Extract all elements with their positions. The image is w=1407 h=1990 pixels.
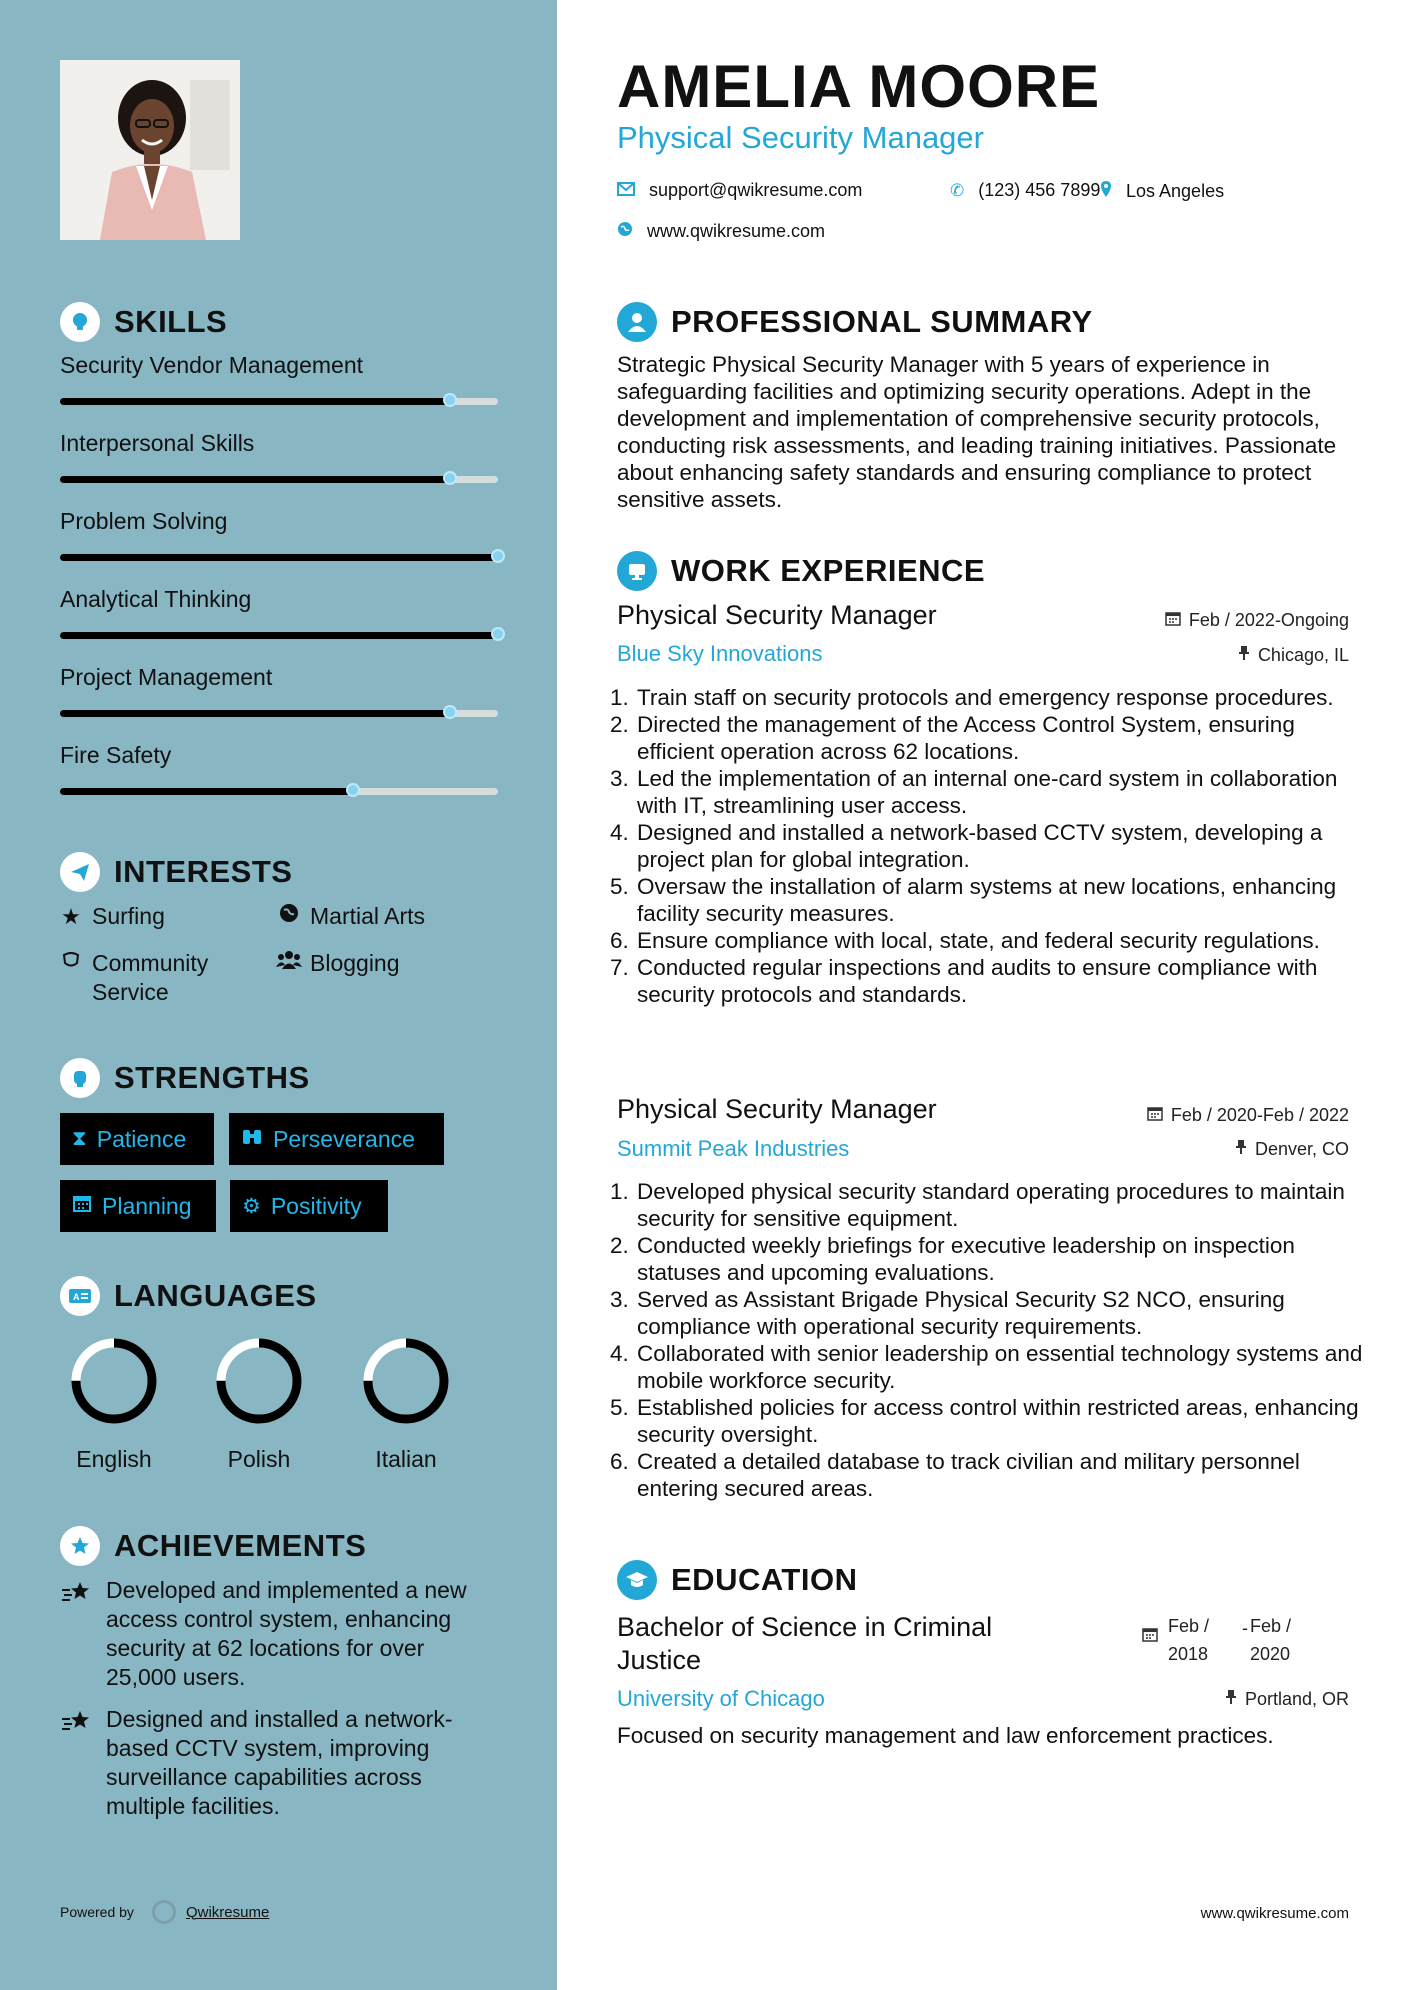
skill-bar-knob	[346, 783, 360, 797]
language-ring	[68, 1335, 160, 1432]
sidebar	[0, 0, 557, 1990]
language-ring-chart	[213, 1335, 305, 1427]
gear-icon: ⚙	[242, 1194, 261, 1218]
language-ring	[213, 1335, 305, 1432]
achievement-text: Developed and implemented a new access control system, enhancing security at 62 locations for over 25,000 users.	[106, 1577, 467, 1690]
job-bullet: 7. Conducted regular inspections and audits to ensure compliance with security protocols and standards.	[635, 954, 1370, 1008]
interest-item	[58, 949, 258, 1007]
skill-bar-fill	[60, 788, 353, 795]
contact-email[interactable]	[617, 180, 862, 201]
job-bullet: 1. Developed physical security standard operating procedures to maintain security for sensitive equipment.	[635, 1178, 1370, 1232]
phone-text: (123) 456 7899	[978, 180, 1101, 200]
experience-heading	[617, 551, 985, 591]
email-text: support@qwikresume.com	[649, 180, 863, 200]
dates-text: Feb / 2020-Feb / 2022	[1170, 1105, 1349, 1125]
interest-label: Martial Arts	[310, 903, 426, 929]
language-card-icon	[60, 1276, 100, 1316]
job-bullet: 3. Served as Assistant Brigade Physical Security S2 NCO, ensuring compliance with operational security requirements.	[635, 1286, 1370, 1340]
brand-link[interactable]: Qwikresume	[185, 1903, 270, 1921]
job-bullet: 2. Directed the management of the Access Control System, ensuring efficient operation across 62 locations.	[635, 711, 1370, 765]
fist-icon	[60, 1058, 100, 1098]
skills-heading	[60, 302, 227, 342]
achievement-item	[60, 1705, 500, 1821]
hourglass-icon: ⧗	[72, 1127, 87, 1150]
strength-label: Positivity	[270, 1192, 362, 1219]
skill-label: Interpersonal Skills	[60, 430, 255, 456]
language-ring-chart	[68, 1335, 160, 1427]
candidate-role: Physical Security Manager	[617, 120, 984, 155]
location-text: Portland, OR	[1244, 1689, 1349, 1709]
qwikresume-logo-icon	[152, 1900, 176, 1924]
company-name: Summit Peak Industries	[617, 1136, 850, 1161]
candidate-name: AMELIA MOORE	[617, 53, 1101, 120]
strength-tag	[60, 1113, 214, 1165]
job-dates	[1147, 1105, 1349, 1126]
language-label: Italian	[375, 1446, 437, 1472]
location-text: Los Angeles	[1126, 181, 1225, 201]
skill-label: Fire Safety	[60, 742, 172, 768]
powered-by	[60, 1900, 269, 1924]
briefcase-icon	[617, 551, 657, 591]
job-bullet: 3. Led the implementation of an internal one-card system in collaboration with IT, streamlining user access.	[635, 765, 1370, 819]
language-ring-inner	[227, 1349, 291, 1413]
shooting-star-icon	[60, 1707, 94, 1740]
section-title: LANGUAGES	[114, 1278, 317, 1313]
education-dates	[1142, 1612, 1302, 1668]
website-text: www.qwikresume.com	[647, 221, 826, 241]
section-title: INTERESTS	[114, 854, 293, 889]
strengths-heading	[60, 1058, 310, 1098]
job-bullets	[617, 684, 1370, 1008]
shooting-star-icon	[60, 1578, 94, 1611]
interests-heading	[60, 852, 292, 892]
calendar-icon	[1142, 1626, 1158, 1668]
section-title: STRENGTHS	[114, 1060, 310, 1095]
globe-icon	[617, 221, 633, 242]
job-bullet: 5. Oversaw the installation of alarm systems at new locations, enhancing facility security measures.	[635, 873, 1370, 927]
skill-label: Security Vendor Management	[60, 352, 364, 378]
globe-icon	[276, 902, 302, 931]
binoculars-icon	[241, 1126, 263, 1152]
achievements-heading	[60, 1526, 366, 1566]
interest-item	[276, 949, 400, 978]
language-ring-inner	[374, 1349, 438, 1413]
interest-label: Community Service	[92, 950, 209, 1005]
languages-heading	[60, 1276, 317, 1316]
footer-website[interactable]: www.qwikresume.com	[1200, 1905, 1349, 1922]
skill-bar	[60, 632, 498, 639]
pin-icon	[1225, 1689, 1237, 1710]
job-bullet: 5. Established policies for access control within restricted areas, enhancing security oversight.	[635, 1394, 1370, 1448]
graduation-cap-icon	[617, 1560, 657, 1600]
calendar-icon	[1165, 610, 1181, 631]
strength-label: Perseverance	[273, 1125, 415, 1152]
dates-text: Feb / 2022-Ongoing	[1188, 610, 1349, 630]
calendar-icon	[1147, 1105, 1163, 1126]
skill-label: Project Management	[60, 664, 273, 690]
section-title: ACHIEVEMENTS	[114, 1528, 367, 1563]
star-badge-icon	[60, 1526, 100, 1566]
skill-bar	[60, 476, 498, 483]
start-date: Feb / 2018	[1168, 1616, 1210, 1664]
section-title: EDUCATION	[671, 1562, 858, 1597]
job-bullet: 1. Train staff on security protocols and emergency response procedures.	[635, 684, 1370, 711]
powered-by-label: Powered by	[60, 1904, 134, 1920]
strength-tag	[60, 1180, 216, 1232]
language-label: English	[76, 1446, 152, 1472]
education-description: Focused on security management and law enforcement practices.	[617, 1723, 1274, 1748]
interest-item	[58, 902, 165, 931]
section-title: SKILLS	[114, 304, 228, 339]
contact-website[interactable]	[617, 221, 825, 242]
job-dates	[1165, 610, 1349, 631]
job-bullet: 4. Collaborated with senior leadership on essential technology systems and mobile workforce security.	[635, 1340, 1370, 1394]
paper-plane-icon	[60, 852, 100, 892]
job-bullet: 2. Conducted weekly briefings for executive leadership on inspection statuses and upcoming evaluations.	[635, 1232, 1370, 1286]
job-title: Physical Security Manager	[617, 1094, 937, 1124]
company-name: Blue Sky Innovations	[617, 641, 823, 666]
strength-tag	[229, 1113, 444, 1165]
location-text: Chicago, IL	[1257, 645, 1349, 665]
skill-bar-knob	[443, 705, 457, 719]
profile-photo	[60, 60, 240, 240]
skill-bar-knob	[491, 549, 505, 563]
school-name: University of Chicago	[617, 1686, 825, 1711]
interest-label: Surfing	[92, 903, 165, 929]
skill-bar-fill	[60, 554, 498, 561]
job-bullet: 4. Designed and installed a network-based CCTV system, developing a project plan for global integration.	[635, 819, 1370, 873]
user-icon	[617, 302, 657, 342]
job-bullets	[617, 1178, 1370, 1502]
language-label: Polish	[227, 1446, 291, 1472]
pin-icon	[1235, 1139, 1247, 1160]
education-location	[1225, 1689, 1349, 1710]
skill-bar-knob	[443, 471, 457, 485]
contact-location	[1100, 180, 1224, 203]
section-title: PROFESSIONAL SUMMARY	[671, 304, 1093, 339]
skill-bar-knob	[443, 393, 457, 407]
strength-label: Patience	[96, 1125, 187, 1152]
education-heading	[617, 1560, 857, 1600]
contact-phone[interactable]	[950, 180, 1100, 201]
map-pin-icon	[1100, 180, 1112, 203]
strength-label: Planning	[102, 1192, 192, 1219]
job-bullet: 6. Created a detailed database to track civilian and military personnel entering secured areas.	[635, 1448, 1370, 1502]
skill-label: Analytical Thinking	[60, 586, 252, 612]
degree-title: Bachelor of Science in Criminal Justice	[617, 1612, 993, 1675]
job-title: Physical Security Manager	[617, 600, 937, 630]
svg-text:A: A	[73, 1292, 80, 1302]
skill-bar-fill	[60, 476, 450, 483]
summary-text: Strategic Physical Security Manager with 5 years of experience in safeguarding facilities and optimizing security operations. Adept in the development and implementation of comprehensive security protocols, conducting risk assessments, and leading training initiatives. Passionate about enhancing safety standards and ensuring compliance to protect sensitive assets.	[617, 352, 1337, 512]
skill-bar-fill	[60, 632, 498, 639]
pin-icon	[1238, 645, 1250, 666]
date-separator: -	[1242, 1618, 1248, 1638]
achievement-item	[60, 1576, 500, 1692]
job-location	[1235, 1139, 1349, 1160]
job-location	[1238, 645, 1349, 666]
skill-bar-fill	[60, 398, 450, 405]
language-ring-inner	[82, 1349, 146, 1413]
skill-bar-fill	[60, 710, 450, 717]
star-icon: ★	[61, 904, 81, 929]
phone-icon: ✆	[950, 180, 965, 200]
interest-label: Blogging	[310, 950, 400, 976]
language-ring-chart	[360, 1335, 452, 1427]
calendar-icon	[72, 1193, 92, 1219]
envelope-icon	[617, 181, 635, 201]
interest-item	[276, 902, 425, 931]
skill-bar	[60, 710, 498, 717]
skill-bar	[60, 398, 498, 405]
summary-heading	[617, 302, 1093, 342]
end-date: Feb / 2020	[1250, 1616, 1292, 1664]
skill-label: Problem Solving	[60, 508, 228, 534]
lightbulb-icon	[60, 302, 100, 342]
skill-bar	[60, 788, 498, 795]
location-text: Denver, CO	[1254, 1139, 1349, 1159]
users-icon	[276, 949, 302, 978]
hand-icon	[58, 949, 84, 978]
achievement-text: Designed and installed a network-based CCTV system, improving surveillance capabilities across multiple facilities.	[106, 1706, 453, 1819]
skill-bar-knob	[491, 627, 505, 641]
skill-bar	[60, 554, 498, 561]
strength-tag	[230, 1180, 388, 1232]
language-ring	[360, 1335, 452, 1432]
section-title: WORK EXPERIENCE	[671, 553, 986, 588]
job-bullet: 6. Ensure compliance with local, state, and federal security regulations.	[635, 927, 1370, 954]
